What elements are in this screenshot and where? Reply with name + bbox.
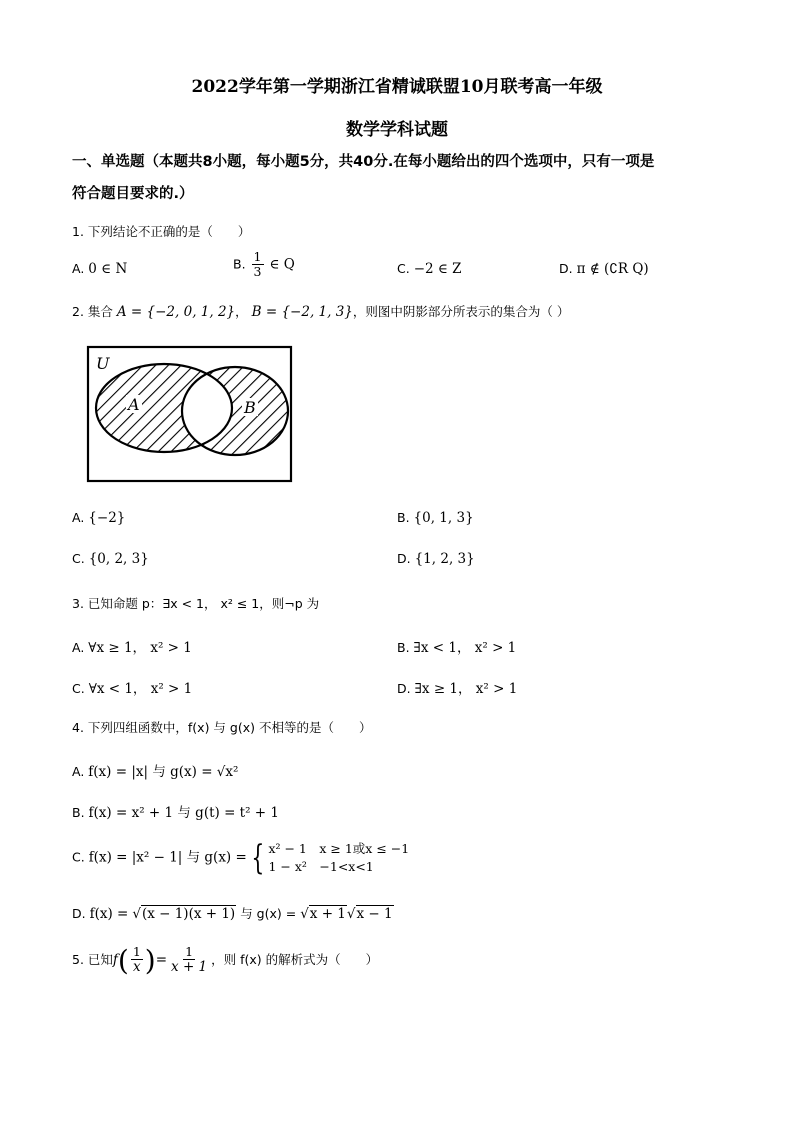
q2-stem-pre: 2. 集合 <box>72 304 113 319</box>
venn-label-a: A <box>128 395 140 414</box>
q4-option-c-case2: 1 − x² −1<x<1 <box>268 859 374 874</box>
exam-title: 2022学年第一学期浙江省精诚联盟10月联考高一年级 <box>191 77 603 97</box>
q4-option-d-radicand2: x + 1 <box>309 906 346 922</box>
q1-option-b-fraction <box>252 250 264 280</box>
q4-option-d-label: D. <box>72 906 86 921</box>
q4-option-b-label: B. <box>72 805 85 820</box>
q5-rhs-fraction <box>169 945 209 976</box>
q2-option-c <box>72 551 149 567</box>
q4-option-d-mid: 与 g(x) = <box>240 906 297 921</box>
q3-option-c <box>72 677 192 697</box>
q2-option-d-label: D. <box>397 551 411 566</box>
q1-option-d-label: D. <box>559 261 573 276</box>
q2-stem-sep: ， <box>235 304 248 319</box>
q1-option-c <box>397 261 462 277</box>
q3-option-c-label: C. <box>72 681 85 696</box>
q5-lhs-fraction <box>131 945 143 976</box>
q5-stem-post: ，则 f(x) 的解析式为（ ） <box>211 952 379 967</box>
q3-option-b-text: ∃x < 1， x² > 1 <box>413 640 517 656</box>
q3-option-a-text: ∀x ≥ 1， x² > 1 <box>88 640 192 656</box>
q3-option-a <box>72 636 192 656</box>
q5-stem <box>72 944 378 977</box>
q1-option-b <box>233 250 295 280</box>
q2-option-c-text: {0, 2, 3} <box>88 551 149 567</box>
q5-rhs-den: x + 1 <box>171 959 208 976</box>
q5-lhs-num: 1 <box>132 944 141 960</box>
q2-option-d <box>397 551 475 567</box>
q4-option-b <box>72 801 279 821</box>
radical-sign: √ <box>346 906 356 922</box>
q2-option-c-label: C. <box>72 551 85 566</box>
q2-option-a <box>72 510 125 526</box>
q4-stem: 4. 下列四组函数中，f(x) 与 g(x) 不相等的是（ ） <box>72 720 372 735</box>
q1-option-b-num: 1 <box>253 249 262 264</box>
q1-option-c-text: −2 ∈ Z <box>413 261 462 277</box>
q5-stem-pre: 5. 已知 <box>72 952 113 967</box>
section-heading-line2: 符合题目要求的.） <box>72 186 194 202</box>
q5-rhs-num: 1 <box>185 944 194 960</box>
q4-option-c-text: f(x) = |x² − 1| 与 g(x) = <box>88 849 247 866</box>
q3-stem: 3. 已知命题 p：∃x < 1， x² ≤ 1，则¬p 为 <box>72 596 320 611</box>
q5-function-f: f <box>112 952 118 968</box>
radical-sign: √ <box>300 906 309 922</box>
q4-option-c-case1: x² − 1 x ≥ 1或x ≤ −1 <box>268 840 410 856</box>
q2-option-a-text: {−2} <box>88 510 126 526</box>
q4-option-b-text: f(x) = x² + 1 与 g(t) = t² + 1 <box>88 805 279 821</box>
section-heading-line1: 一、单选题（本题共8小题，每小题5分，共40分.在每小题给出的四个选项中，只有一项是 <box>72 154 655 170</box>
q2-set-a: A = {−2, 0, 1, 2} <box>116 304 236 320</box>
q1-option-b-label: B. <box>233 256 246 272</box>
q1-option-a <box>72 261 127 277</box>
paren-left: ( <box>117 944 129 977</box>
q4-option-c-cases <box>268 840 409 876</box>
venn-label-u: U <box>96 354 110 373</box>
q2-stem-post: ，则图中阴影部分所表示的集合为（ ） <box>352 304 570 319</box>
q4-option-c <box>72 838 409 878</box>
venn-diagram <box>86 345 294 485</box>
paren-right: ) <box>144 944 156 977</box>
q1-option-b-den: 3 <box>253 264 262 280</box>
q3-option-b <box>397 636 516 656</box>
q2-option-b-text: {0, 1, 3} <box>413 510 474 526</box>
q1-option-d-text: π ∉ (∁R Q) <box>576 261 649 277</box>
q4-option-c-label: C. <box>72 849 85 865</box>
q4-option-d <box>72 904 394 922</box>
q4-option-a <box>72 760 238 780</box>
q3-option-c-text: ∀x < 1， x² > 1 <box>88 681 193 697</box>
piecewise-brace: { <box>251 838 265 878</box>
q5-lhs-den: x <box>133 959 141 976</box>
q3-option-a-label: A. <box>72 640 85 655</box>
q2-option-b <box>397 510 474 526</box>
q4-option-a-text: f(x) = |x| 与 g(x) = √x² <box>88 764 239 780</box>
q2-set-b: B = {−2, 1, 3} <box>251 304 353 320</box>
q4-option-d-radicand1: (x − 1)(x + 1) <box>141 906 236 922</box>
equals-sign: = <box>155 952 168 968</box>
q2-option-d-text: {1, 2, 3} <box>414 551 475 567</box>
q1-stem: 1. 下列结论不正确的是（ ） <box>72 224 251 239</box>
q4-option-a-label: A. <box>72 764 85 779</box>
q1-option-a-label: A. <box>72 261 85 276</box>
q1-option-a-text: 0 ∈ N <box>88 261 128 277</box>
q4-option-d-radicand3: x − 1 <box>356 906 393 922</box>
venn-label-b: B <box>244 398 256 417</box>
q4-option-d-pre: f(x) = <box>89 906 129 922</box>
q3-option-d-label: D. <box>397 681 411 696</box>
q3-option-d <box>397 677 517 697</box>
q3-option-d-text: ∃x ≥ 1， x² > 1 <box>414 681 518 697</box>
radical-sign: √ <box>132 906 141 922</box>
q3-option-b-label: B. <box>397 640 410 655</box>
exam-subtitle: 数学学科试题 <box>346 120 448 140</box>
q2-stem <box>72 302 569 320</box>
q2-option-b-label: B. <box>397 510 410 525</box>
q1-option-b-text: ∈ Q <box>269 256 295 273</box>
q1-option-c-label: C. <box>397 261 410 276</box>
q1-option-d <box>559 261 649 277</box>
q2-option-a-label: A. <box>72 510 85 525</box>
